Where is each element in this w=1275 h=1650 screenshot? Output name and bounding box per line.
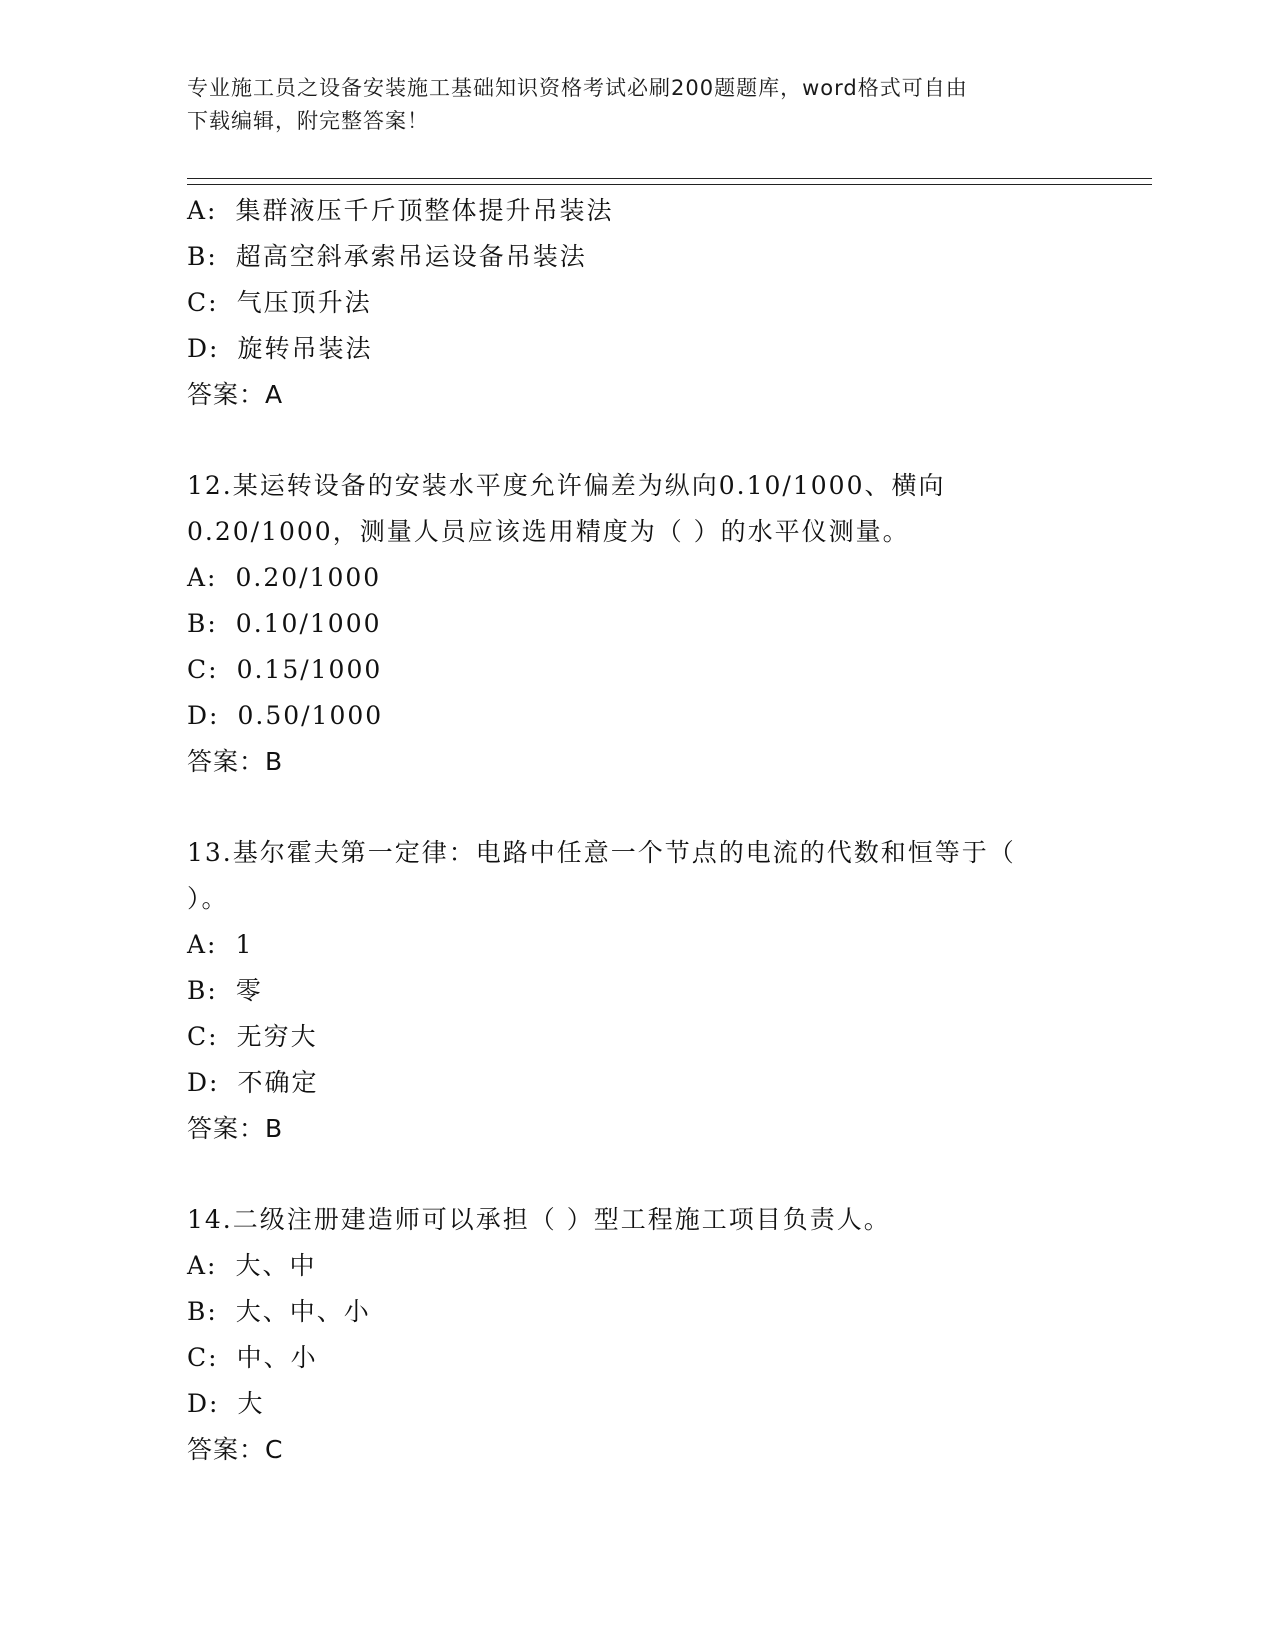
answer-line: 答案：A	[187, 380, 284, 409]
question-11	[187, 188, 1087, 418]
option-d: D: 大	[187, 1389, 265, 1418]
option-c: C: 0.15/1000	[187, 655, 383, 684]
answer-line: 答案：C	[187, 1435, 284, 1464]
question-12	[187, 463, 1087, 785]
option-a: A: 0.20/1000	[187, 563, 382, 592]
option-b: B: 零	[187, 976, 263, 1005]
option-a: A: 集群液压千斤顶整体提升吊装法	[187, 196, 614, 225]
header-title-line-2: 下载编辑，附完整答案！	[187, 109, 429, 133]
option-b: B: 大、中、小	[187, 1297, 371, 1326]
question-stem-line-1: 13.基尔霍夫第一定律：电路中任意一个节点的电流的代数和恒等于（	[187, 838, 1016, 867]
option-c: C: 气压顶升法	[187, 288, 372, 317]
option-b: B: 超高空斜承索吊运设备吊装法	[187, 242, 587, 271]
answer-line: 答案：B	[187, 747, 284, 776]
option-b: B: 0.10/1000	[187, 609, 382, 638]
question-stem-line-1: 14.二级注册建造师可以承担（ ）型工程施工项目负责人。	[187, 1205, 891, 1234]
option-a: A: 1	[187, 930, 254, 959]
option-c: C: 无穷大	[187, 1022, 318, 1051]
answer-line: 答案：B	[187, 1114, 284, 1143]
option-d: D: 0.50/1000	[187, 701, 384, 730]
option-d: D: 不确定	[187, 1068, 319, 1097]
question-14	[187, 1197, 1087, 1473]
option-a: A: 大、中	[187, 1251, 317, 1280]
question-list	[187, 188, 1087, 1473]
question-stem-line-1: 12.某运转设备的安装水平度允许偏差为纵向0.10/1000、横向	[187, 471, 946, 500]
option-c: C: 中、小	[187, 1343, 318, 1372]
option-d: D: 旋转吊装法	[187, 334, 373, 363]
header-title-line-1: 专业施工员之设备安装施工基础知识资格考试必刷200题题库，word格式可自由	[187, 76, 968, 100]
question-stem-line-2: 0.20/1000，测量人员应该选用精度为（ ）的水平仪测量。	[187, 517, 910, 546]
question-stem-line-2: ）。	[187, 884, 229, 913]
header-divider-top	[187, 178, 1152, 179]
document-header	[187, 72, 1067, 138]
header-divider-bottom	[187, 184, 1152, 185]
question-13	[187, 830, 1087, 1152]
